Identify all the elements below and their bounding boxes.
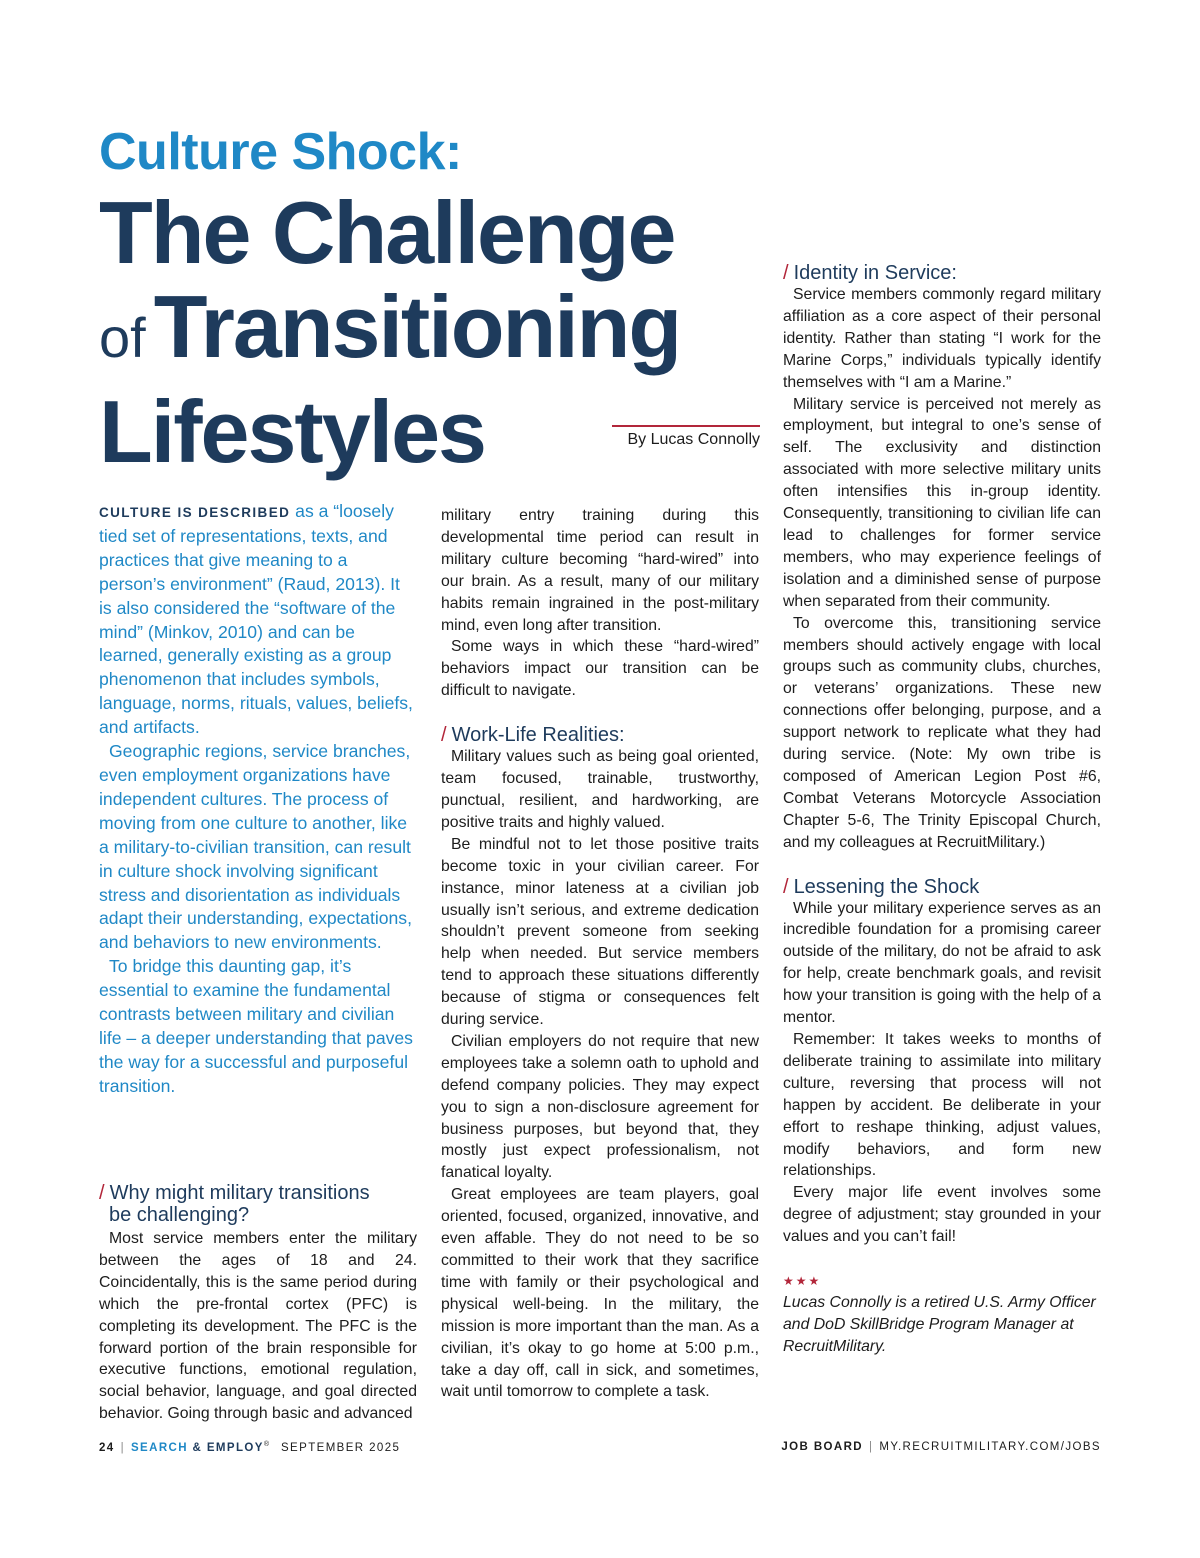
title-line-2 bbox=[99, 277, 681, 385]
brand-employ: & EMPLOY bbox=[187, 1441, 264, 1454]
work-life-paragraph-3: Civilian employers do not require that new employees take a solemn oath to uphold and defend company policies. They may expect you to sign a non-disclosure agreement for business purposes, but beyond that, they mostly just expect professionalism, not fanatical loyalty. bbox=[441, 1032, 759, 1182]
footer-left bbox=[99, 1441, 400, 1454]
author-bio bbox=[783, 1292, 1101, 1358]
byline: By Lucas Connolly bbox=[627, 431, 760, 448]
bio-stars: ★★★ bbox=[783, 1274, 822, 1289]
job-board-label: JOB BOARD bbox=[781, 1441, 863, 1453]
slash-mark: / bbox=[783, 262, 789, 284]
intro-paragraph-3: To bridge this daunting gap, it’s essential to examine the fundamental contrasts between military and civilian life – a deeper understanding that paves the way for a successful and purposeful transition. bbox=[99, 956, 413, 1096]
identity-paragraph-3: To overcome this, transitioning service members should actively engage with local groups such as community clubs, churches, or veterans’ organizations. These new connections offer belonging, purpose, and a support network to replicate what they had during service. (Note: My own tribe is composed of American Legion Post #6, Combat Veterans Motorcycle Association Chapter 5-6, The Trinity Episcopal Church, and my colleagues at RecruitMilitary.) bbox=[783, 614, 1101, 851]
footer-right bbox=[781, 1441, 1101, 1453]
brand-search: SEARCH bbox=[130, 1441, 188, 1454]
work-life-paragraph-1: Military values such as being goal oriented, team focused, trainable, trustworthy, punctual, resilient, and hardworking, are positive traits and highly valued. bbox=[441, 748, 759, 831]
intro bbox=[99, 500, 417, 1099]
issue-date: SEPTEMBER 2025 bbox=[280, 1441, 401, 1454]
title-line-3: Lifestyles bbox=[99, 382, 485, 481]
slash-mark: / bbox=[441, 724, 447, 747]
job-board-url[interactable]: MY.RECRUITMILITARY.COM/JOBS bbox=[879, 1441, 1101, 1453]
lessening-paragraph-2: Remember: It takes weeks to months of deliberate training to assimilate into military culture, reversing that process will not happen by accident. Be deliberate in your effort to reshape thinking, adjust values, modify behaviors, and form new relationships. bbox=[783, 1031, 1101, 1180]
column-3 bbox=[783, 262, 1101, 1358]
heading-why-line-1: Why might military transitions bbox=[109, 1182, 370, 1204]
section-heading-why bbox=[99, 1182, 417, 1226]
slash-mark: / bbox=[99, 1182, 105, 1204]
heading-work-life-text: Work-Life Realities: bbox=[451, 724, 625, 747]
section-heading-work-life bbox=[441, 724, 759, 746]
column-2 bbox=[441, 505, 759, 1403]
section-why bbox=[99, 1182, 417, 1425]
identity-paragraph-2: Military service is perceived not merely as employment, but integral to one’s sense of self. The exclusivity and distinction associated with more selective military units often intensifies this in-group identity. Consequently, transitioning to civilian life can lead to challenges for former service members, who may experience feelings of isolation and a diminished sense of purpose when separated from their community. bbox=[783, 395, 1101, 610]
col2-paragraph-1: military entry training during this developmental time period can result in military culture becoming “hard-wired” into our brain. As a result, many of our military habits remain ingrained in the post-military mind, even long after transition. bbox=[441, 507, 759, 634]
work-life-paragraph-4: Great employees are team players, goal oriented, focused, organized, innovative, and even affable. They do not need to be so committed to their work that they sacrifice time with family or their psychological and physical well-being. In the military, the mission is more important than the man. As a civilian, it’s okay to go home at 5:00 p.m., take a day off, call in sick, and sometimes, wait until tomorrow to complete a task. bbox=[441, 1186, 759, 1401]
lessening-paragraph-1: While your military experience serves as an incredible foundation for a promising career outside of the military, do not be afraid to ask for help, create benchmark goals, and revisit how your transition is going with the help of a mentor. bbox=[783, 899, 1101, 1027]
lead-caps: CULTURE IS DESCRIBED bbox=[99, 505, 291, 520]
intro-paragraph-2: Geographic regions, service branches, even employment organizations have independent cultures. The process of moving from one culture to another, like a military-to-civilian transition, can result in culture shock involving significant stress and disorientation as individuals adapt their understanding, expectations, and behaviors to new environments. bbox=[99, 741, 412, 953]
heading-why-line-2: be challenging? bbox=[109, 1204, 250, 1226]
slash-mark: / bbox=[783, 875, 789, 898]
why-body bbox=[99, 1228, 417, 1425]
section-heading-identity bbox=[783, 262, 1101, 284]
footer-separator: | bbox=[120, 1441, 125, 1454]
heading-lessening-text: Lessening the Shock bbox=[793, 875, 980, 898]
intro-p1-text: as a “loosely tied set of representations, texts, and practices that give meaning to a person’s environment” (Raud, 2013). It is also considered the “software of the mind” (Minkov, 2010) and can be learned, generally existing as a group phenomenon that includes symbols, language, norms, rituals, values, beliefs, and artifacts. bbox=[99, 501, 413, 738]
byline-rule bbox=[612, 425, 760, 427]
registered-mark: ® bbox=[263, 1441, 271, 1448]
heading-identity-text: Identity in Service: bbox=[793, 262, 957, 284]
title-transitioning: Transitioning bbox=[153, 277, 681, 376]
title-line-1: The Challenge bbox=[99, 183, 675, 282]
title-of: of bbox=[99, 306, 146, 369]
col2-paragraph-2: Some ways in which these “hard-wired” behaviors impact our transition can be difficult to navigate. bbox=[441, 638, 759, 700]
author-bio-text: Lucas Connolly is a retired U.S. Army Officer and DoD SkillBridge Program Manager at RecruitMilitary. bbox=[783, 1294, 1096, 1355]
intro-paragraph-1 bbox=[99, 500, 417, 740]
page-number: 24 bbox=[99, 1441, 115, 1454]
why-paragraph-1: Most service members enter the military between the ages of 18 and 24. Coincidentally, this is the same period during which the pre-frontal cortex (PFC) is completing its development. The PFC is the forward portion of the brain responsible for executive functions, emotional regulation, social behavior, language, and goal directed behavior. Going through basic and advanced bbox=[99, 1230, 417, 1423]
work-life-paragraph-2: Be mindful not to let those positive traits become toxic in your civilian career. For instance, minor lateness at a civilian job usually isn’t serious, and extreme dedication shouldn’t prevent someone from seeking help when needed. But service members tend to approach these situations differently because of stigma or consequences felt during service. bbox=[441, 835, 759, 1029]
lessening-paragraph-3: Every major life event involves some degree of adjustment; stay grounded in your values and you can’t fail! bbox=[783, 1184, 1101, 1246]
column-1 bbox=[99, 500, 417, 1099]
footer-separator: | bbox=[868, 1441, 874, 1453]
section-heading-lessening bbox=[783, 876, 1101, 898]
article-kicker: Culture Shock: bbox=[99, 123, 462, 181]
identity-paragraph-1: Service members commonly regard military affiliation as a core aspect of their personal identity. Rather than stating “I work for the Marine Corps,” individuals typically identify themselves with “I am a Marine.” bbox=[783, 286, 1101, 391]
